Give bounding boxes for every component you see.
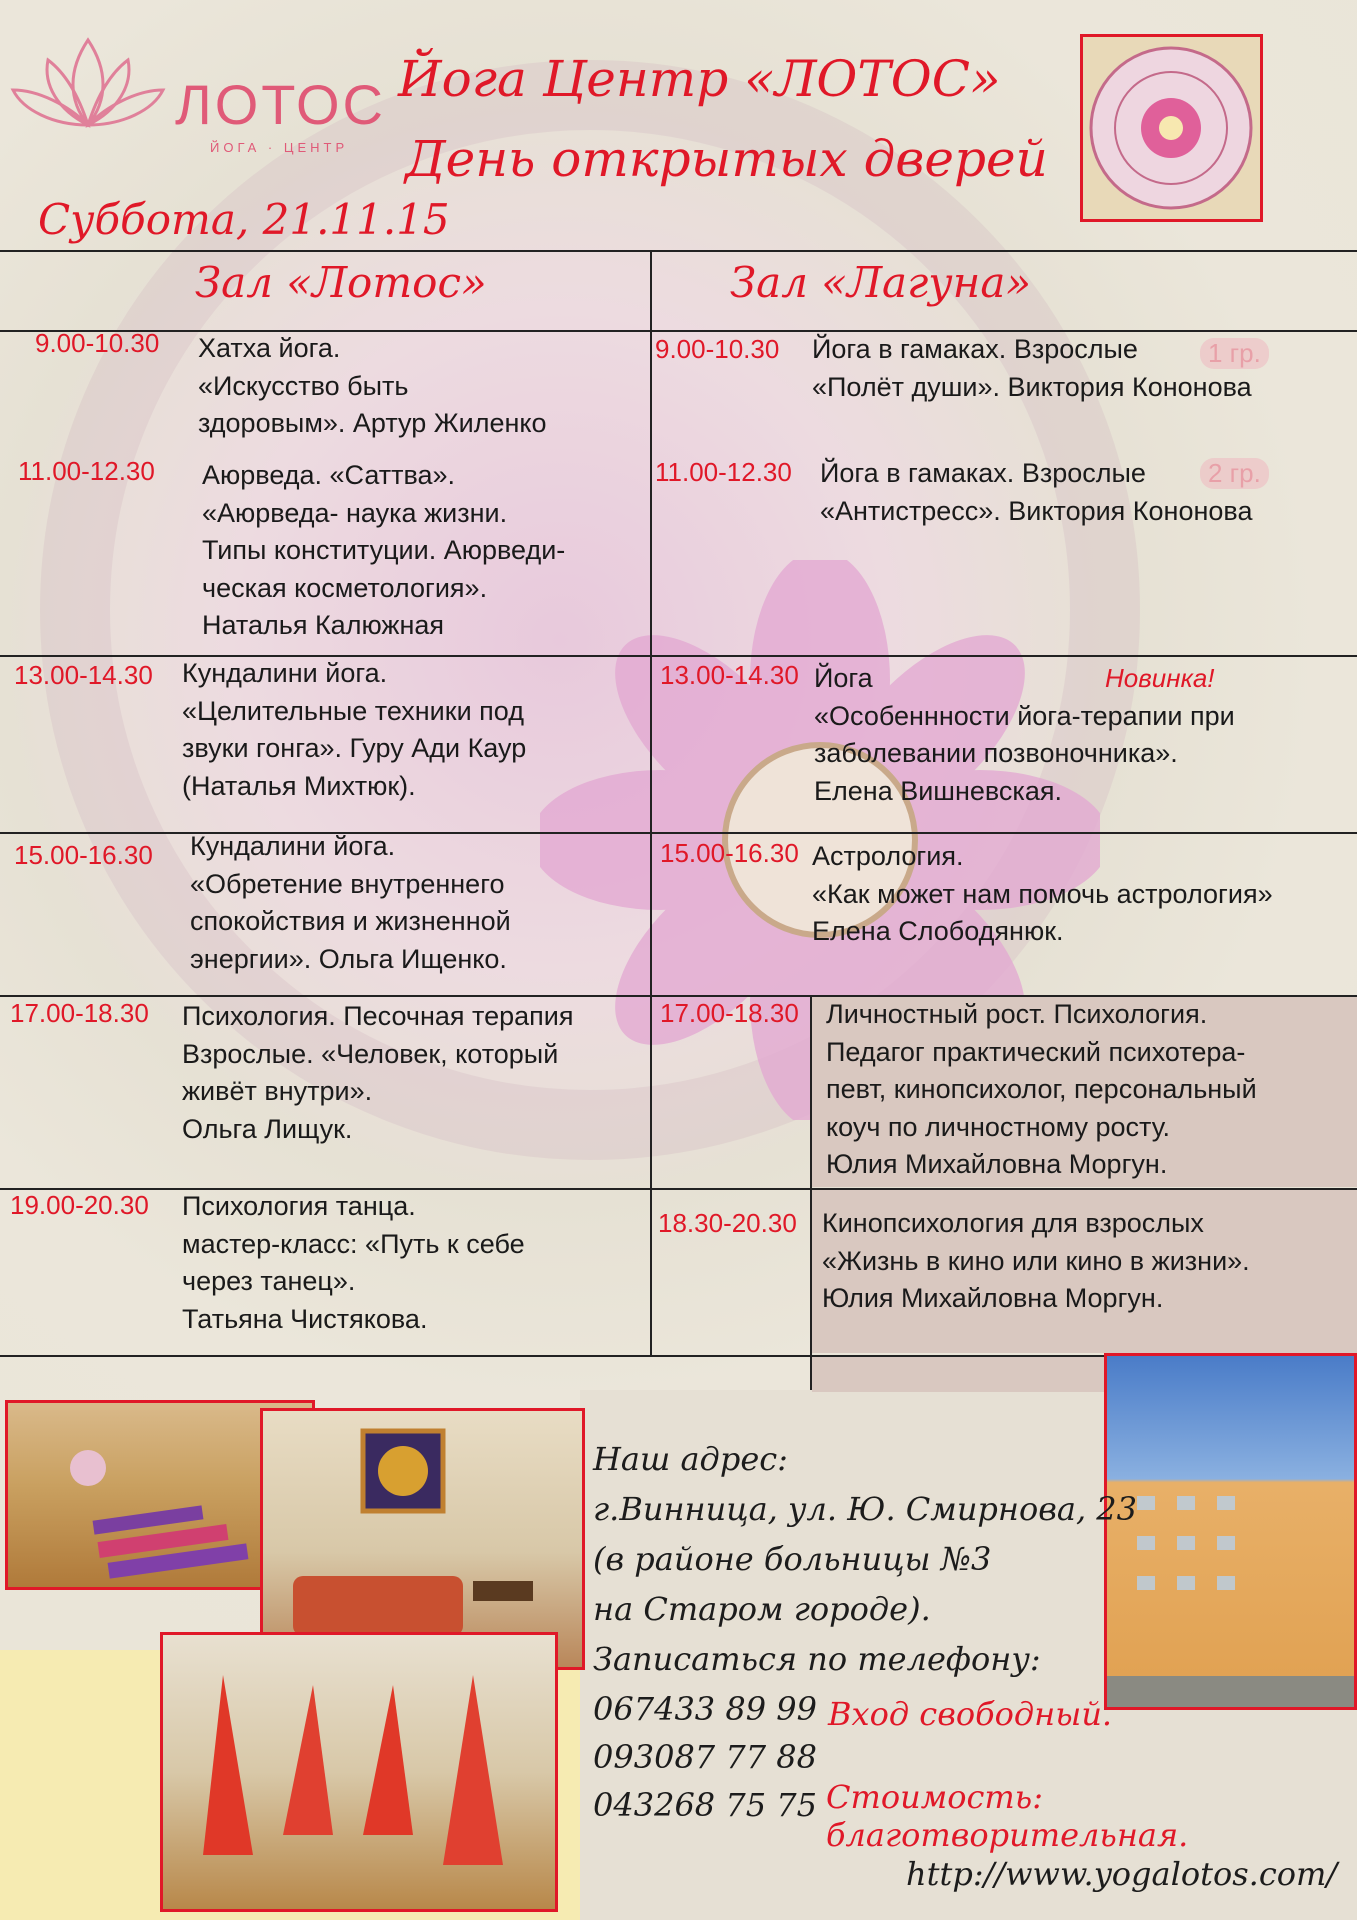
logo-name: ЛОТОС [175,73,386,136]
time-slot: 15.00-16.30 [14,840,153,870]
event-date: Суббота, 21.11.15 [38,195,450,244]
phone-label: Записаться по телефону: [593,1640,1041,1678]
phone-number[interactable]: 043268 75 75 [593,1786,817,1824]
cell-divider [810,995,812,1390]
hammock-hall-photo [160,1632,558,1912]
session-description: Йога в гамаках. Взрослые «Полёт души». Виктория Кононова [812,334,1252,402]
time-slot: 18.30-20.30 [658,1208,797,1238]
session-description: Йога «Особеннности йога-терапии при заболевании позвоночника». Елена Вишневская. [814,663,1235,806]
session-description: Хатха йога. «Искусство быть здоровым». Артур Жиленко [198,333,547,438]
session-description: Аюрведа. «Саттва». «Аюрведа- наука жизни. Типы конституции. Аюрведи- ческая косметология». Наталья Калюжная [202,460,566,640]
table-top-border [0,250,1357,252]
address-line: (в районе больницы №3 [593,1540,992,1578]
time-slot: 17.00-18.30 [660,998,799,1028]
logo-subtitle: ЙОГА · ЦЕНТР [210,140,349,155]
hall-laguna-header: Зал «Лагуна» [730,258,1032,307]
session-description: Кундалини йога. «Обретение внутреннего спокойствия и жизненной энергии». Ольга Ищенко. [190,831,511,974]
page-title: Йога Центр «ЛОТОС» [398,50,1001,108]
building-photo [1104,1353,1357,1710]
session-description: Кинопсихология для взрослых «Жизнь в кино или кино в жизни». Юлия Михайловна Моргун. [822,1208,1250,1313]
time-slot: 19.00-20.30 [10,1190,149,1220]
mandala-image [1080,34,1263,222]
lotus-logo-icon [8,30,168,140]
room-photo [260,1408,585,1670]
group-badge: 1 гр. [1200,338,1269,369]
time-slot: 15.00-16.30 [660,838,799,868]
cost-note: Стоимость: благотворительная. [826,1778,1189,1854]
phone-number[interactable]: 067433 89 99 [593,1690,817,1728]
session-description: Кундалини йога. «Целительные техники под звуки гонга». Гуру Ади Каур (Наталья Михтюк). [182,658,527,801]
website-link[interactable]: http://www.yogalotos.com/ [906,1855,1338,1893]
time-slot: 13.00-14.30 [14,660,153,690]
new-badge: Новинка! [1105,663,1215,693]
time-slot: 9.00-10.30 [35,328,160,358]
address-line: г.Винница, ул. Ю. Смирнова, 23 [593,1490,1138,1528]
time-slot: 9.00-10.30 [655,334,780,364]
phone-number[interactable]: 093087 77 88 [593,1738,817,1776]
session-description: Личностный рост. Психология. Педагог практический психотера- певт, кинопсихолог, персональный коуч по личностному росту. Юлия Михайловна Моргун. [826,999,1257,1179]
time-slot: 11.00-12.30 [655,457,792,487]
group-badge: 2 гр. [1200,458,1269,489]
free-entry-note: Вход свободный. [828,1695,1113,1733]
page-subtitle: День открытых дверей [405,130,1048,188]
session-description: Психология танца. мастер-класс: «Путь к себе через танец». Татьяна Чистякова. [182,1191,525,1334]
session-description: Психология. Песочная терапия Взрослые. «Человек, который живёт внутри». Ольга Лищук. [182,1001,574,1144]
session-description: Астрология. «Как может нам помочь астрология» Елена Слободянюк. [812,841,1273,946]
address-label: Наш адрес: [593,1440,788,1478]
address-line: на Старом городе). [593,1590,931,1628]
time-slot: 11.00-12.30 [18,456,155,486]
session-description: Йога в гамаках. Взрослые «Антистресс». Виктория Кононова [820,458,1253,526]
time-slot: 17.00-18.30 [10,998,149,1028]
hall-lotos-header: Зал «Лотос» [195,258,487,307]
time-slot: 13.00-14.30 [660,660,799,690]
